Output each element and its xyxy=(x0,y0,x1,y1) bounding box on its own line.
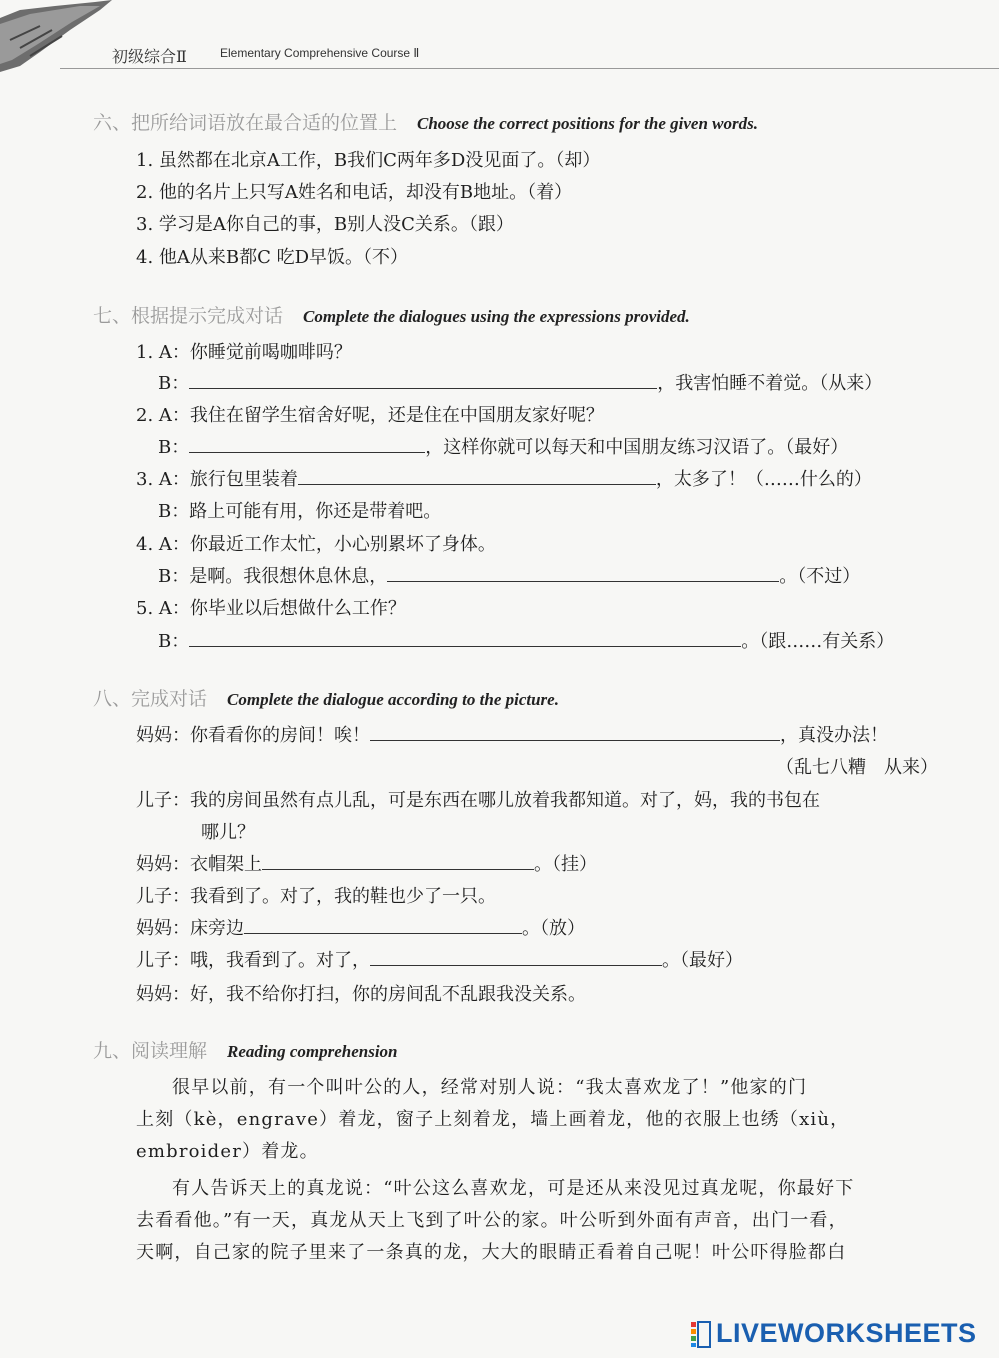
roof-decoration-icon xyxy=(0,0,120,72)
s8-line-8 xyxy=(136,946,743,972)
reading-line-4: 有人告诉天上的真龙说：“叶公这么喜欢龙，可是还从来没见过真龙呢，你最好下 xyxy=(172,1178,855,1199)
s7-line-10-speaker: B： xyxy=(158,631,190,652)
section-7-title-cn: 七、根据提示完成对话 xyxy=(93,305,284,327)
section-7-title xyxy=(93,301,690,328)
s7-line-3: 2. A：我住在留学生宿舍好呢，还是住在中国朋友家好呢？ xyxy=(136,405,604,426)
s8-line-8-rest: 。（最好） xyxy=(662,950,743,971)
s6-item-1: 1. 虽然都在北京A工作，B我们C两年多D没见面了。（却） xyxy=(136,150,601,171)
s7-line-10-rest: 。（跟……有关系） xyxy=(741,631,895,652)
s8-line-1-rest: ，真没办法！ xyxy=(780,725,888,746)
reading-line-2: 上刻（kè，engrave）着龙，窗子上刻着龙，墙上画着龙，他的衣服上也绣（xiù， xyxy=(136,1109,850,1130)
reading-line-5: 去看看他。”有一天，真龙从天上飞到了叶公的家。叶公听到外面有声音，出门一看， xyxy=(136,1210,848,1231)
section-7-title-en: Complete the dialogues using the expressions provided. xyxy=(303,307,690,326)
s6-item-2: 2. 他的名片上只写A姓名和电话，却没有B地址。（着） xyxy=(136,182,573,203)
book-title-en: Elementary Comprehensive Course Ⅱ xyxy=(220,46,420,60)
s7-line-2 xyxy=(158,369,882,395)
section-9-title-cn: 九、阅读理解 xyxy=(93,1040,208,1062)
s7-line-5-rest: ，太多了！（……什么的） xyxy=(655,469,872,490)
s7-line-5 xyxy=(136,465,872,491)
liveworksheets-icon xyxy=(690,1320,712,1348)
reading-line-1: 很早以前，有一个叫叶公的人，经常对别人说：“我太喜欢龙了！”他家的门 xyxy=(172,1077,808,1098)
book-title-cn: 初级综合Ⅱ xyxy=(112,47,187,66)
reading-line-3: embroider）着龙。 xyxy=(136,1141,319,1162)
s7-line-8-rest: 。（不过） xyxy=(779,566,861,587)
s7-line-8 xyxy=(158,562,860,588)
s8-line-9: 妈妈：好，我不给你打扫，你的房间乱不乱跟我没关系。 xyxy=(136,984,586,1005)
answer-blank-8-3[interactable] xyxy=(244,919,522,934)
section-6-title xyxy=(93,108,758,135)
s8-line-3: 儿子：我的房间虽然有点儿乱，可是东西在哪儿放着我都知道。对了，妈，我的书包在 xyxy=(136,790,820,811)
section-8-title-cn: 八、完成对话 xyxy=(93,688,208,710)
s7-line-1: 1. A：你睡觉前喝咖啡吗？ xyxy=(136,342,352,363)
reading-line-6: 天啊，自己家的院子里来了一条真的龙，大大的眼睛正看着自己呢！叶公吓得脸都白 xyxy=(136,1242,847,1263)
s8-line-7 xyxy=(136,914,585,940)
s7-line-8-start: B：是啊。我很想休息休息， xyxy=(158,566,388,587)
page-header xyxy=(0,0,999,75)
s8-line-1-start: 妈妈：你看看你的房间！唉！ xyxy=(136,725,370,746)
liveworksheets-text: LIVEWORKSHEETS xyxy=(716,1318,977,1348)
s8-line-6: 儿子：我看到了。对了，我的鞋也少了一只。 xyxy=(136,886,496,907)
s7-line-4-rest: ，这样你就可以每天和中国朋友练习汉语了。（最好） xyxy=(425,437,849,458)
section-8-title-en: Complete the dialogue according to the picture. xyxy=(227,690,559,709)
section-9-title xyxy=(93,1036,398,1063)
s7-line-2-speaker: B： xyxy=(158,373,190,394)
answer-blank-8-4[interactable] xyxy=(370,951,662,966)
header-divider xyxy=(60,68,999,69)
liveworksheets-logo xyxy=(690,1318,977,1348)
section-9-title-en: Reading comprehension xyxy=(227,1042,398,1061)
s6-item-4: 4. 他A从来B都C 吃D早饭。（不） xyxy=(136,247,409,268)
s7-line-4-speaker: B： xyxy=(158,437,190,458)
s8-hint: （乱七八糟 从来） xyxy=(776,757,938,778)
s8-line-7-start: 妈妈：床旁边 xyxy=(136,918,244,939)
s8-line-7-rest: 。（放） xyxy=(522,918,585,939)
s8-line-8-start: 儿子：哦，我看到了。对了， xyxy=(136,950,370,971)
s7-line-4 xyxy=(158,433,848,459)
s8-line-1 xyxy=(136,721,888,747)
answer-blank-8-1[interactable] xyxy=(370,726,780,741)
answer-blank-8-2[interactable] xyxy=(262,855,534,870)
s7-line-7: 4. A：你最近工作太忙，小心别累坏了身体。 xyxy=(136,534,496,555)
answer-blank-7-3[interactable] xyxy=(298,470,656,485)
s7-line-5-question: 3. A：旅行包里装着 xyxy=(136,469,298,490)
s7-line-6: B：路上可能有用，你还是带着吧。 xyxy=(158,501,442,522)
s8-line-4: 哪儿？ xyxy=(201,822,255,843)
answer-blank-7-1[interactable] xyxy=(189,374,657,389)
answer-blank-7-4[interactable] xyxy=(387,567,779,582)
s8-line-5-rest: 。（挂） xyxy=(534,854,597,875)
s7-line-2-rest: ，我害怕睡不着觉。（从来） xyxy=(657,373,883,394)
section-6-title-cn: 六、把所给词语放在最合适的位置上 xyxy=(93,112,398,134)
section-6-title-en: Choose the correct positions for the given words. xyxy=(417,114,758,133)
answer-blank-7-2[interactable] xyxy=(189,438,425,453)
section-8-title xyxy=(93,684,559,711)
s7-line-9: 5. A：你毕业以后想做什么工作？ xyxy=(136,598,406,619)
s7-line-10 xyxy=(158,627,894,653)
answer-blank-7-5[interactable] xyxy=(189,632,741,647)
s8-line-5 xyxy=(136,850,597,876)
s6-item-3: 3. 学习是A你自己的事，B别人没C关系。（跟） xyxy=(136,214,514,235)
s8-line-5-start: 妈妈：衣帽架上 xyxy=(136,854,262,875)
